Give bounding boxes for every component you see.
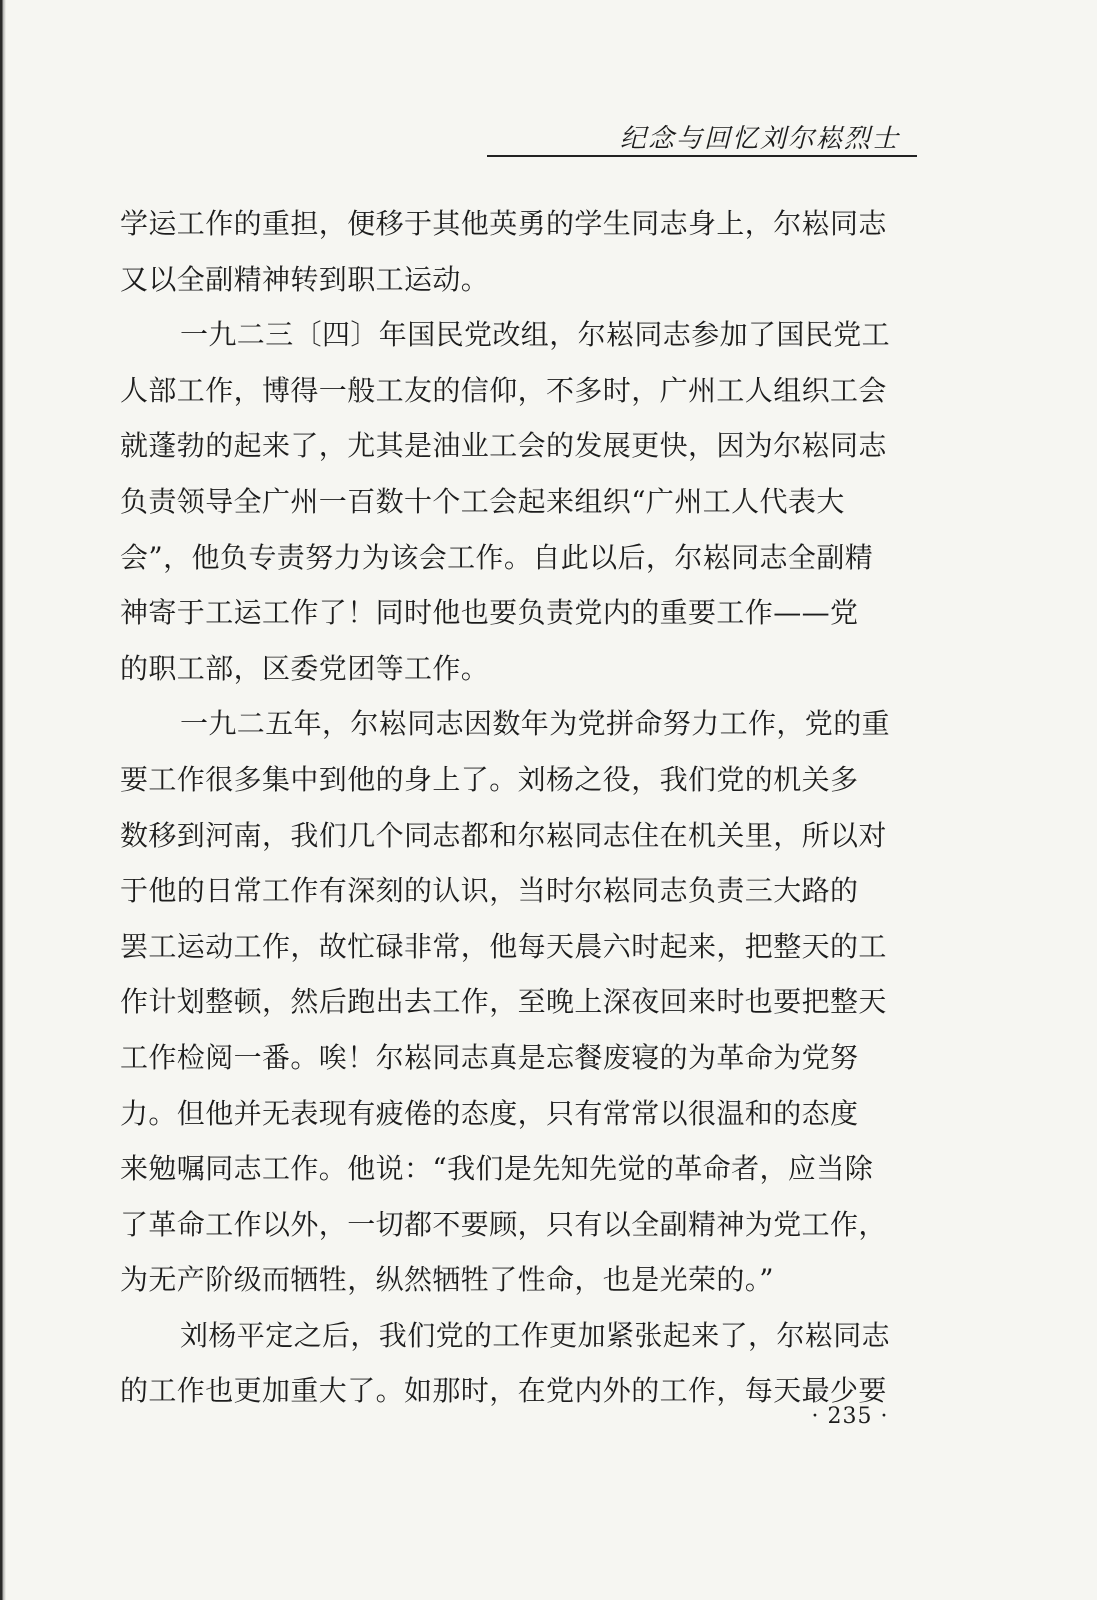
text-line: 一九二三〔四〕年国民党改组，尔崧同志参加了国民党工 [180, 318, 891, 352]
text-line: 的工作也更加重大了。如那时，在党内外的工作，每天最少要 [120, 1374, 887, 1408]
text-line: 就蓬勃的起来了，尤其是油业工会的发展更快，因为尔崧同志 [120, 429, 887, 463]
text-line: 了革命工作以外，一切都不要顾，只有以全副精神为党工作， [120, 1207, 887, 1241]
text-line: 会”，他负专责努力为该会工作。自此以后，尔崧同志全副精 [120, 540, 874, 574]
text-line: 人部工作，博得一般工友的信仰，不多时，广州工人组织工会 [120, 373, 887, 407]
text-line: 一九二五年，尔崧同志因数年为党拼命努力工作，党的重 [180, 707, 891, 741]
page-number: · 235 · [811, 1404, 889, 1429]
text-line: 学运工作的重担，便移于其他英勇的学生同志身上，尔崧同志 [120, 207, 887, 240]
text-line: 的职工部，区委党团等工作。 [120, 651, 490, 685]
header-rule [487, 155, 917, 157]
running-header: 纪念与回忆刘尔崧烈士 [619, 124, 900, 154]
text-line: 来勉嘱同志工作。他说：“我们是先知先觉的革命者，应当除 [120, 1152, 874, 1186]
text-line: 数移到河南，我们几个同志都和尔崧同志住在机关里，所以对 [120, 818, 887, 852]
text-line: 神寄于工运工作了！同时他也要负责党内的重要工作——党 [120, 596, 859, 630]
text-line: 工作检阅一番。唉！尔崧同志真是忘餐废寝的为革命为党努 [120, 1040, 859, 1074]
text-line: 于他的日常工作有深刻的认识，当时尔崧同志负责三大路的 [120, 874, 859, 908]
text-line: 罢工运动工作，故忙碌非常，他每天晨六时起来，把整天的工 [120, 929, 887, 963]
text-line: 又以全副精神转到职工运动。 [120, 262, 490, 296]
body-text [120, 196, 920, 1419]
text-line: 负责领导全广州一百数十个工会起来组织“广州工人代表大 [120, 484, 845, 518]
scan-edge-shadow [0, 0, 6, 1600]
text-line: 作计划整顿，然后跑出去工作，至晚上深夜回来时也要把整天 [120, 985, 887, 1019]
text-line: 要工作很多集中到他的身上了。刘杨之役，我们党的机关多 [120, 762, 859, 796]
text-line: 为无产阶级而牺牲，纵然牺牲了性命，也是光荣的。” [120, 1263, 774, 1297]
text-line: 刘杨平定之后，我们党的工作更加紧张起来了，尔崧同志 [180, 1318, 891, 1352]
text-line: 力。但他并无表现有疲倦的态度，只有常常以很温和的态度 [120, 1096, 859, 1130]
